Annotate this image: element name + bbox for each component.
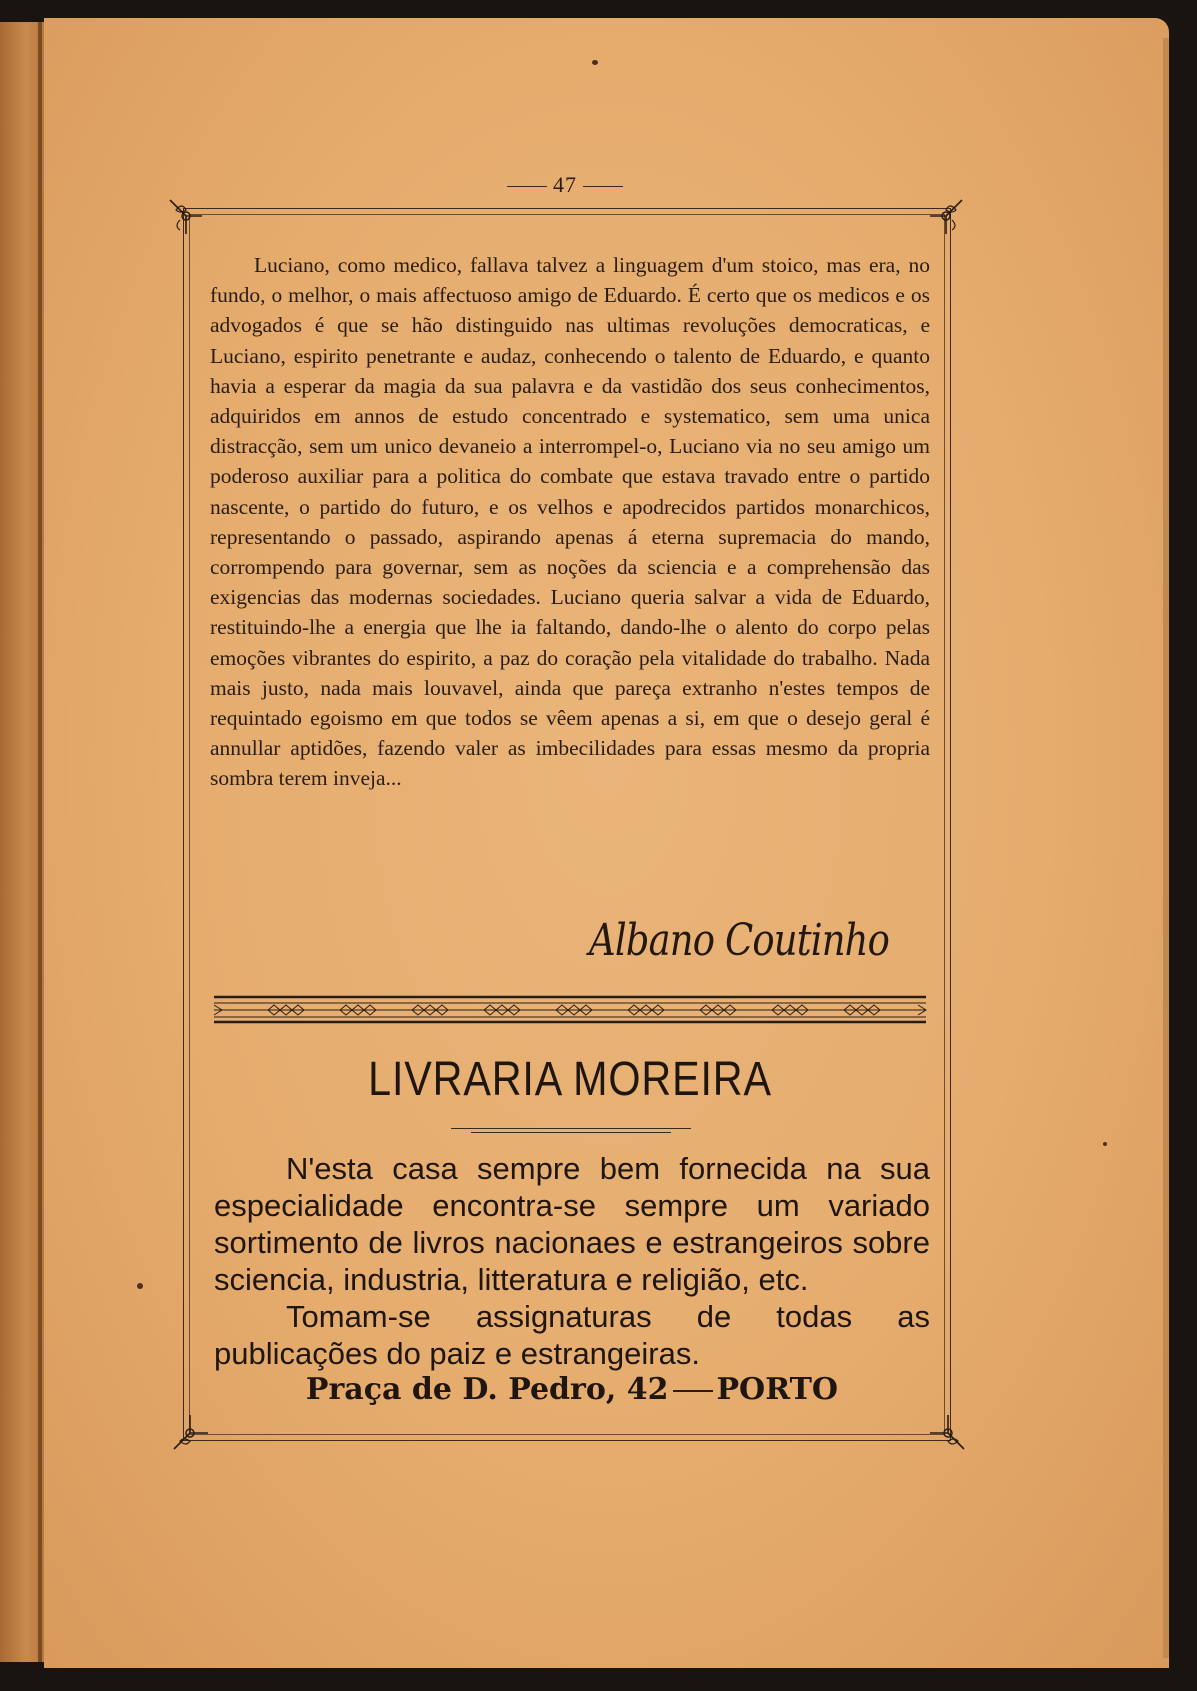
- decorative-divider: [214, 995, 926, 1025]
- corner-flourish-icon: [920, 194, 970, 244]
- advertisement-paragraph: Tomam-se assignaturas de todas as publicações do paiz e estrangeiras.: [214, 1299, 930, 1371]
- shop-address: [214, 1372, 930, 1407]
- advertisement-body: [214, 1150, 930, 1372]
- advertisement-paragraph: N'esta casa sempre bem fornecida na sua especialidade encontra-se sempre um variado sortimento de livros nacionaes e estrangeiros sobre sciencia, industria, litteratura e religião, etc.: [214, 1151, 930, 1297]
- address-city: PORTO: [716, 1372, 839, 1407]
- page-gutter: [38, 22, 42, 1662]
- address-street: Praça de D. Pedro, 42: [305, 1372, 669, 1407]
- author-signature: [585, 905, 905, 975]
- paper-speck: [1103, 1142, 1107, 1146]
- title-rule: [451, 1128, 691, 1133]
- advertisement-title: LIVRARIA MOREIRA: [368, 1053, 772, 1106]
- corner-flourish-icon: [920, 1405, 970, 1455]
- paper-speck: [137, 1283, 143, 1289]
- paper-speck: [592, 60, 598, 65]
- page-number: 47: [470, 172, 660, 198]
- page-right-edge: [1163, 38, 1169, 1658]
- corner-flourish-icon: [162, 194, 212, 244]
- signature-text: Albano Coutinho: [585, 915, 889, 966]
- corner-flourish-icon: [168, 1405, 218, 1455]
- article-text: Luciano, como medico, fallava talvez a linguagem d'um stoico, mas era, no fundo, o melhor, o mais affectuoso amigo de Eduardo. É certo que os medicos e os advogados é que se hão distinguido nas ultimas revoluções democraticas, e Luciano, espirito penetrante e audaz, conhecendo o talento de Eduardo, e quanto havia a esperar da magia da sua palavra e da vastidão dos seus conhecimentos, adquiridos em annos de estudo concentrado e systematico, sem uma unica distracção, sem um unico devaneio a interrompel-o, Luciano via no seu amigo um poderoso auxiliar para a politica do combate que estava travado entre o partido nascente, o partido do futuro, e os velhos e apodrecidos partidos monarchicos, representando o passado, aspirando apenas á eterna supremacia do mando, corrompendo para governar, sem as noções da sciencia e a comprehensão das exigencias das modernas sociedades. Luciano queria salvar a vida de Eduardo, restituindo-lhe a energia que lhe ia faltando, dando-lhe o alento do corpo pelas emoções vibrantes do espirito, a paz do coração pela vitalidade do trabalho. Nada mais justo, nada mais louvavel, ainda que pareça extranho n'estes tempos de requintado egoismo em que todos se vêem apenas a si, em que o desejo geral é annullar aptidões, fazendo valer as imbecilidades para essas mesmo da propria sombra terem inveja...: [210, 253, 930, 791]
